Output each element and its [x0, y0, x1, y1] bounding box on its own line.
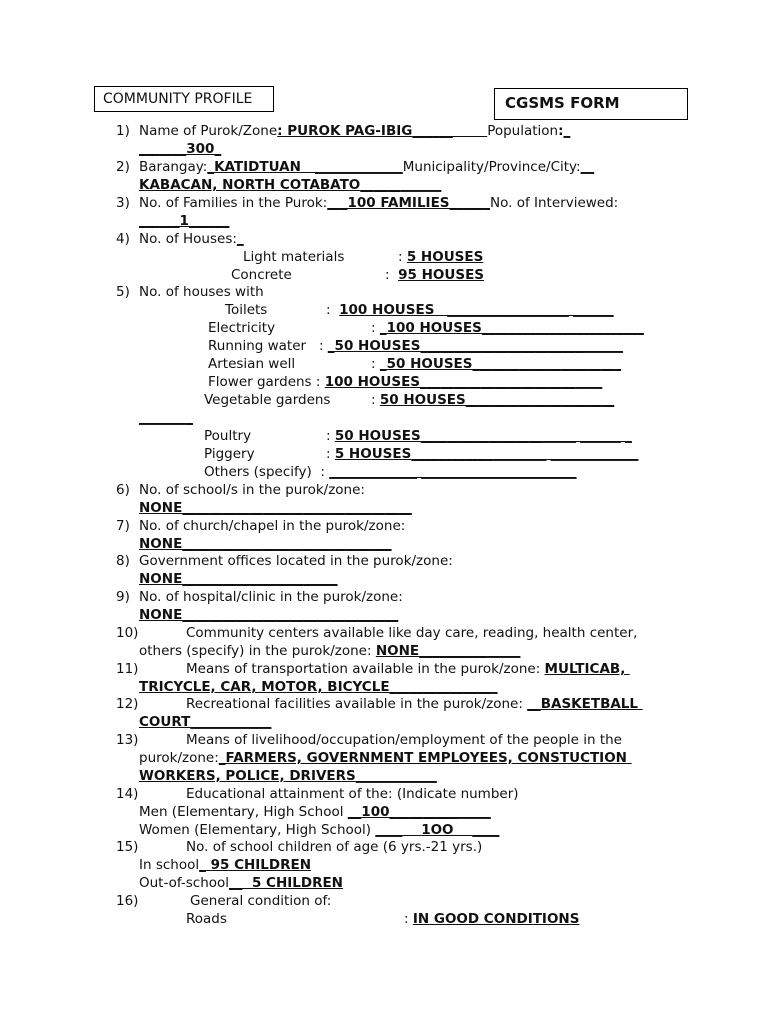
- recreation-value-1: BASKETBALL: [540, 696, 639, 712]
- q10-answer: others (specify) in the purok/zone: NONE_______________: [139, 643, 521, 659]
- q9-answer: NONE________________________________: [139, 607, 399, 623]
- piggery-label: Piggery: [204, 446, 255, 462]
- inschool-label: In school: [139, 857, 200, 873]
- roads-row: : IN GOOD CONDITIONS: [404, 911, 580, 927]
- outschool-label: Out-of-school: [139, 875, 230, 891]
- q6-line: 6) No. of school/s in the purok/zone:: [116, 482, 365, 498]
- families-value: 100 FAMILIES: [347, 195, 450, 211]
- others-row: Others (specify) : _____________ _______________________: [204, 464, 577, 480]
- municipality-line: KABACAN, NORTH COTABATO____________: [139, 177, 442, 193]
- q9-line: 9) No. of hospital/clinic in the purok/zone:: [116, 589, 403, 605]
- roads-value: IN GOOD CONDITIONS: [412, 911, 580, 927]
- form-title-box: CGSMS FORM: [494, 88, 688, 120]
- livelihood-value-2: WORKERS, POLICE, DRIVERS: [139, 768, 356, 784]
- livelihood-value-1: FARMERS, GOVERNMENT EMPLOYEES, CONSTUCTION: [225, 750, 627, 766]
- q14-line: 14) Educational attainment of the: (Indicate number): [116, 786, 519, 802]
- vegetable-label: Vegetable gardens: [204, 392, 331, 408]
- q1-line: 1) Name of Purok/Zone: PUROK PAG-IBIG______ Population:_: [116, 123, 571, 139]
- q5-line: 5) No. of houses with: [116, 284, 264, 300]
- population-line: _______300_: [139, 141, 222, 157]
- community-centers-value: NONE: [375, 643, 420, 659]
- electricity-row: : _100 HOUSES________________________: [371, 320, 644, 336]
- q7-answer: NONE_______________________________: [139, 536, 392, 552]
- q4-line: 4) No. of Houses:_: [116, 231, 244, 247]
- q13-answer-1: purok/zone:_FARMERS, GOVERNMENT EMPLOYEES, CONSTUCTION: [139, 750, 627, 766]
- q8-answer: NONE_______________________: [139, 571, 338, 587]
- municipality-value: KABACAN, NORTH COTABATO: [139, 177, 361, 193]
- light-materials-value: 5 HOUSES: [406, 249, 484, 265]
- q8-line: 8) Government offices located in the purok/zone:: [116, 553, 453, 569]
- men-value: 100: [361, 804, 390, 820]
- schools-value: NONE: [139, 500, 183, 516]
- women-row: Women (Elementary, High School) ____ 1OO ____: [139, 822, 500, 838]
- inschool-row: In school_ 95 CHILDREN: [139, 857, 312, 873]
- light-materials-row: : 5 HOUSES: [398, 249, 484, 265]
- population-value: 300: [186, 141, 215, 157]
- others-label: Others (specify): [204, 464, 312, 480]
- women-label: Women (Elementary, High School): [139, 822, 372, 838]
- water-label: Running water: [208, 338, 307, 354]
- flower-label: Flower gardens: [208, 374, 312, 390]
- flower-row: Flower gardens : 100 HOUSES___________________________: [208, 374, 603, 390]
- transport-value-2: TRICYCLE, CAR, MOTOR, BICYCLE: [139, 679, 390, 695]
- artesian-row: : _50 HOUSES______________________: [371, 356, 621, 372]
- transport-value-1: MULTICAB,: [544, 661, 626, 677]
- electricity-value: 100 HOUSES: [386, 320, 482, 336]
- community-profile-box: COMMUNITY PROFILE: [94, 86, 274, 112]
- barangay-value: KATIDTUAN: [214, 159, 301, 175]
- q12-answer: COURT____________: [139, 714, 272, 730]
- q10-line: 10) Community centers available like day care, reading, health center,: [116, 625, 638, 641]
- inschool-value: 95 CHILDREN: [210, 857, 312, 873]
- men-row: Men (Elementary, High School __100_______________: [139, 804, 491, 820]
- poultry-row: : 50 HOUSES_______________________ ______ _: [326, 428, 632, 444]
- outschool-value: 5 CHILDREN: [251, 875, 343, 891]
- toilets-label: Toilets: [225, 302, 268, 318]
- electricity-label: Electricity: [208, 320, 276, 336]
- purok-value: : PUROK PAG-IBIG______: [277, 123, 453, 139]
- water-value: 50 HOUSES: [334, 338, 421, 354]
- q13-line: 13) Means of livelihood/occupation/employment of the people in the: [116, 732, 622, 748]
- q7-line: 7) No. of church/chapel in the purok/zone:: [116, 518, 406, 534]
- roads-label: Roads: [186, 911, 227, 927]
- q15-line: 15) No. of school children of age (6 yrs.-21 yrs.): [116, 839, 483, 855]
- artesian-label: Artesian well: [208, 356, 296, 372]
- flower-value: 100 HOUSES: [324, 374, 421, 390]
- q6-answer: NONE__________________________________: [139, 500, 412, 516]
- q11-answer: TRICYCLE, CAR, MOTOR, BICYCLE________________: [139, 679, 498, 695]
- toilets-row: : 100 HOUSES __________________ ______: [326, 302, 614, 318]
- q16-line: 16) General condition of:: [116, 893, 332, 909]
- concrete-value: 95 HOUSES: [398, 267, 485, 283]
- artesian-value: 50 HOUSES: [386, 356, 473, 372]
- piggery-row: : 5 HOUSES____________________ _____________: [326, 446, 639, 462]
- water-row: Running water : _50 HOUSES______________________________: [208, 338, 623, 354]
- light-materials-label: Light materials: [243, 249, 345, 265]
- hospitals-value: NONE: [139, 607, 183, 623]
- churches-value: NONE: [139, 536, 183, 552]
- piggery-value: 5 HOUSES: [334, 446, 412, 462]
- vegetable-value: 50 HOUSES: [379, 392, 466, 408]
- concrete-row: : 95 HOUSES: [385, 267, 485, 283]
- vegetable-row: : 50 HOUSES______________________: [371, 392, 615, 408]
- q3-line: 3) No. of Families in the Purok:___100 FAMILIES______No. of Interviewed:: [116, 195, 619, 211]
- poultry-value: 50 HOUSES: [334, 428, 421, 444]
- toilets-value: 100 HOUSES: [339, 302, 435, 318]
- interviewed-line: ______1______: [139, 213, 230, 229]
- recreation-value-2: COURT: [139, 714, 191, 730]
- women-value: 1OO: [421, 822, 454, 838]
- q13-answer-2: WORKERS, POLICE, DRIVERS____________: [139, 768, 437, 784]
- vegetable-continuation: ________: [139, 410, 193, 426]
- men-label: Men (Elementary, High School: [139, 804, 344, 820]
- q11-line: 11) Means of transportation available in the purok/zone: MULTICAB,: [116, 661, 626, 677]
- q12-line: 12) Recreational facilities available in the purok/zone: __BASKETBALL: [116, 696, 639, 712]
- gov-offices-value: NONE: [139, 571, 183, 587]
- interviewed-value: 1: [179, 213, 189, 229]
- concrete-label: Concrete: [231, 267, 292, 283]
- poultry-label: Poultry: [204, 428, 252, 444]
- outschool-row: Out-of-school__ 5 CHILDREN: [139, 875, 343, 891]
- q2-line: 2) Barangay:_KATIDTUAN _____________Municipality/Province/City:__: [116, 159, 595, 175]
